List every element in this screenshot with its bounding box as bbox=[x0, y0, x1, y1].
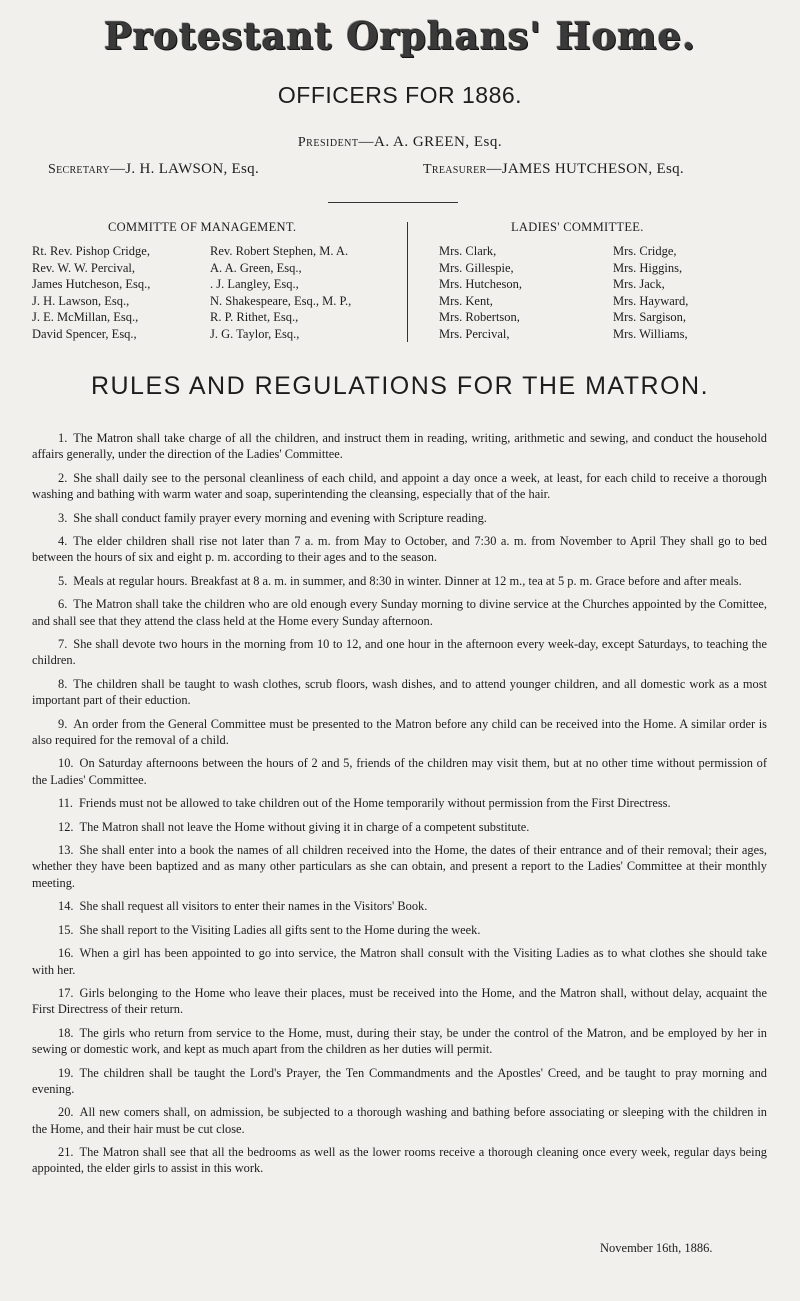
rule-item bbox=[32, 985, 767, 1018]
rules-list bbox=[32, 430, 767, 1184]
secretary-line bbox=[48, 161, 259, 178]
committee-member: J. H. Lawson, Esq., bbox=[32, 293, 130, 308]
management-column-1 bbox=[32, 243, 150, 343]
treasurer-name: —JAMES HUTCHESON, Esq. bbox=[486, 161, 684, 177]
ladies-column-2 bbox=[613, 243, 688, 343]
document-date: November 16th, 1886. bbox=[600, 1241, 713, 1255]
document-title: Protestant Orphans' Home. bbox=[103, 14, 696, 58]
rule-text: Friends must not be allowed to take children out of the Home temporarily without permission from the First Directress. bbox=[79, 796, 671, 811]
committee-member: Mrs. Higgins, bbox=[613, 260, 683, 275]
rule-number: 17. bbox=[58, 986, 74, 1001]
rule-item bbox=[32, 430, 767, 463]
rule-number: 7. bbox=[58, 637, 68, 652]
rule-number: 11. bbox=[58, 796, 74, 811]
committee-member: Mrs. Jack, bbox=[613, 277, 665, 292]
rule-number: 8. bbox=[58, 676, 68, 691]
rule-number: 2. bbox=[58, 470, 68, 485]
committee-member: Rt. Rev. Pishop Cridge, bbox=[32, 244, 150, 258]
rule-item bbox=[32, 819, 767, 835]
rule-number: 20. bbox=[58, 1105, 74, 1120]
rule-text: She shall daily see to the personal cleanliness of each child, and appoint a day once a week, at least, for each child to receive a thorough washing and bathing with warm water and soap, superintending the cleansing, especially that of the hair. bbox=[32, 470, 767, 502]
rule-item bbox=[32, 922, 767, 938]
rule-number: 4. bbox=[58, 534, 68, 549]
committee-member: Mrs. Sargison, bbox=[613, 310, 687, 325]
rule-text: The elder children shall rise not later than 7 a. m. from May to October, and 7:30 a. m. from November to April They shall go to bed between the hours of six and eight p. m. according to their ages and to the season. bbox=[32, 534, 767, 565]
committee-member: David Spencer, Esq., bbox=[32, 326, 137, 341]
rule-item bbox=[32, 795, 767, 811]
rule-item bbox=[32, 1025, 767, 1058]
rule-item bbox=[32, 755, 767, 788]
officers-heading: OFFICERS FOR 1886. bbox=[277, 82, 523, 108]
rule-item bbox=[32, 898, 767, 914]
rule-text: She shall report to the Visiting Ladies all gifts sent to the Home during the week. bbox=[79, 922, 481, 937]
rule-text: An order from the General Committee must be presented to the Matron before any child can be received into the Home. A similar order is also required for the removal of a child. bbox=[32, 716, 767, 747]
president-label: President bbox=[297, 135, 359, 150]
rule-item bbox=[32, 596, 767, 629]
rule-item bbox=[32, 636, 767, 669]
committee-member: R. P. Rithet, Esq., bbox=[210, 310, 299, 325]
committee-member: Mrs. Robertson, bbox=[439, 310, 520, 325]
rule-number: 6. bbox=[58, 597, 68, 612]
rule-text: Girls belonging to the Home who leave their places, must be received into the Home, and the Matron shall, without delay, acquaint the First Directress of their return. bbox=[32, 986, 767, 1017]
ladies-committee-heading: LADIES' COMMITTEE. bbox=[511, 220, 644, 234]
rule-text: On Saturday afternoons between the hours of 2 and 5, friends of the children may visit them, but at no other time without permission of the Ladies' Committee. bbox=[32, 756, 767, 787]
rule-item bbox=[32, 573, 767, 589]
committee-member: Mrs. Clark, bbox=[439, 244, 497, 258]
management-committee-heading: COMMITTE OF MANAGEMENT. bbox=[108, 220, 297, 234]
committee-member: Rev. W. W. Percival, bbox=[32, 260, 136, 275]
rule-number: 16. bbox=[58, 946, 74, 961]
president-line bbox=[0, 134, 800, 151]
rule-number: 9. bbox=[58, 716, 68, 731]
rule-text: She shall enter into a book the names of all children received into the Home, the dates of their entrance and of their removal; their ages, whether they have been baptized and as many other particulars as she can obtain, and present a report to the Ladies' Committee at their monthly meeting. bbox=[32, 843, 767, 890]
rule-number: 5. bbox=[58, 573, 68, 588]
committee-member: J. G. Taylor, Esq., bbox=[210, 326, 300, 341]
rule-item bbox=[32, 470, 767, 503]
rule-item bbox=[32, 510, 767, 526]
rule-text: She shall request all visitors to enter their names in the Visitors' Book. bbox=[79, 899, 428, 914]
divider-line bbox=[328, 202, 458, 203]
rule-number: 18. bbox=[58, 1025, 74, 1040]
secretary-label: Secretary bbox=[48, 162, 110, 177]
committee-member: . J. Langley, Esq., bbox=[210, 277, 299, 292]
rule-text: The children shall be taught to wash clothes, scrub floors, wash dishes, and to attend younger children, and all domestic work as a most important part of their eduction. bbox=[32, 676, 767, 708]
president-name: —A. A. GREEN, Esq. bbox=[358, 134, 503, 150]
treasurer-line bbox=[423, 161, 684, 178]
rule-item bbox=[32, 1144, 767, 1177]
committee-member: Mrs. Percival, bbox=[439, 326, 510, 341]
rule-number: 14. bbox=[58, 899, 74, 914]
rule-item bbox=[32, 533, 767, 566]
rule-text: Meals at regular hours. Breakfast at 8 a. m. in summer, and 8:30 in winter. Dinner at 12 m., tea at 5 p. m. Grace before and after meals. bbox=[73, 573, 742, 588]
rule-item bbox=[32, 716, 767, 749]
committee-member: J. E. McMillan, Esq., bbox=[32, 310, 139, 325]
ladies-column-1 bbox=[439, 243, 522, 343]
rules-heading: RULES AND REGULATIONS FOR THE MATRON. bbox=[90, 372, 710, 400]
committee-member: Mrs. Williams, bbox=[613, 326, 688, 341]
rule-text: The Matron shall take charge of all the children, and instruct them in reading, writing, arithmetic and sewing, and conduct the household affairs generally, under the direction of the Ladies' Committee. bbox=[32, 431, 767, 462]
committee-member: Rev. Robert Stephen, M. A. bbox=[210, 244, 349, 258]
rule-text: The Matron shall see that all the bedrooms as well as the lower rooms receive a thorough cleaning once every week, regular days being appointed, the elder girls to assist in this work. bbox=[32, 1145, 767, 1176]
rule-text: All new comers shall, on admission, be subjected to a thorough washing and bathing before associating or sleeping with the children in the Home, and their hair must be cut close. bbox=[32, 1105, 767, 1136]
rule-item bbox=[32, 1104, 767, 1137]
rule-item bbox=[32, 1065, 767, 1098]
committee-member: Mrs. Gillespie, bbox=[439, 260, 514, 275]
rule-text: The girls who return from service to the Home, must, during their stay, be under the control of the Matron, and be employed by her in sewing or domestic work, and kept as much apart from the children as her duties will permit. bbox=[32, 1025, 767, 1057]
rule-item bbox=[32, 842, 767, 891]
rule-number: 13. bbox=[58, 843, 74, 858]
committee-member: Mrs. Hutcheson, bbox=[439, 277, 522, 292]
rule-text: The children shall be taught the Lord's Prayer, the Ten Commandments and the Apostles' Creed, and be taught to pray morning and evening. bbox=[32, 1065, 767, 1096]
rule-number: 21. bbox=[58, 1145, 74, 1160]
management-column-2 bbox=[210, 243, 351, 343]
rule-item bbox=[32, 945, 767, 978]
rule-number: 15. bbox=[58, 922, 74, 937]
committee-divider bbox=[407, 222, 408, 342]
treasurer-label: Treasurer bbox=[423, 162, 487, 177]
rule-text: The Matron shall not leave the Home without giving it in charge of a competent substitute. bbox=[79, 819, 530, 834]
committee-member: Mrs. Hayward, bbox=[613, 293, 689, 308]
rule-text: She shall devote two hours in the morning from 10 to 12, and one hour in the afternoon every week-day, except Saturdays, to teaching the children. bbox=[32, 637, 767, 668]
rule-text: The Matron shall take the children who are old enough every Sunday morning to divine service at the Churches appointed by the Comittee, and shall see that they attend the class held at the Home every Sunday afternoon. bbox=[32, 597, 767, 628]
rule-number: 3. bbox=[58, 510, 68, 525]
committee-member: Mrs. Cridge, bbox=[613, 244, 677, 258]
rule-text: She shall conduct family prayer every morning and evening with Scripture reading. bbox=[73, 510, 487, 525]
committee-member: A. A. Green, Esq., bbox=[210, 260, 302, 275]
rule-number: 10. bbox=[58, 756, 74, 771]
rule-number: 12. bbox=[58, 819, 74, 834]
rule-item bbox=[32, 676, 767, 709]
rule-number: 19. bbox=[58, 1065, 74, 1080]
secretary-name: —J. H. LAWSON, Esq. bbox=[109, 161, 260, 177]
committee-member: James Hutcheson, Esq., bbox=[32, 277, 151, 292]
rule-text: When a girl has been appointed to go into service, the Matron shall consult with the Visiting Ladies as to what clothes she should take with her. bbox=[32, 946, 767, 977]
committee-member: Mrs. Kent, bbox=[439, 293, 493, 308]
committee-member: N. Shakespeare, Esq., M. P., bbox=[210, 293, 352, 308]
rule-number: 1. bbox=[58, 431, 68, 445]
